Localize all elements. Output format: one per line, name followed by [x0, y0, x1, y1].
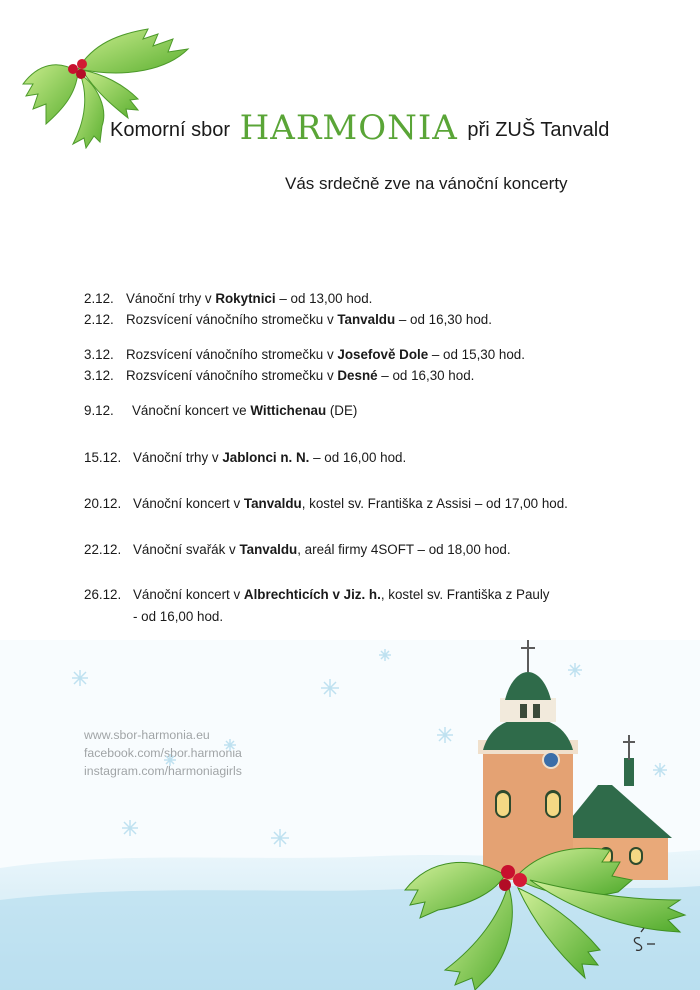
event-place: Josefově Dole: [337, 347, 429, 362]
event-time: – od 16,30 hod.: [377, 368, 475, 383]
schedule-item: [84, 495, 568, 513]
choir-brand-name: HARMONIA: [239, 108, 458, 148]
event-text: Vánoční trhy v: [126, 291, 216, 306]
title-suffix: při ZUŠ Tanvald: [467, 119, 610, 141]
event-text: Vánoční koncert v: [133, 587, 244, 602]
schedule-item: [84, 346, 525, 364]
event-text: Vánoční koncert v: [133, 496, 244, 511]
holly-berry: [77, 59, 87, 69]
schedule-item: [84, 402, 357, 420]
event-date: 26.12.: [84, 587, 122, 602]
schedule-item: [84, 290, 372, 308]
holly-leaf: [78, 29, 188, 73]
event-place: Tanvaldu: [243, 496, 302, 511]
schedule-item: [84, 367, 474, 385]
event-place: Jablonci n. N.: [222, 450, 310, 465]
event-time: – od 16,30 hod.: [395, 312, 492, 327]
event-date: 22.12.: [84, 542, 122, 557]
holly-berry: [76, 69, 86, 79]
event-text: Rozsvícení vánočního stromečku v: [126, 368, 338, 383]
schedule-item: [84, 449, 406, 467]
event-text: Rozsvícení vánočního stromečku v: [126, 312, 338, 327]
holly-berry: [499, 879, 511, 891]
event-place: Wittichenau: [250, 403, 327, 418]
event-date: 15.12.: [84, 450, 122, 465]
event-place: Albrechticích v Jiz. h.: [243, 587, 381, 602]
event-place: Desné: [337, 368, 378, 383]
event-time: (DE): [326, 403, 358, 418]
event-date: 3.12.: [84, 368, 114, 383]
event-place: Tanvaldu: [239, 542, 298, 557]
event-text: Vánoční koncert ve: [132, 403, 251, 418]
invitation-subtitle: Vás srdečně zve na vánoční koncerty: [285, 174, 568, 193]
event-date: 3.12.: [84, 347, 114, 362]
event-time: – od 15,30 hod.: [428, 347, 525, 362]
winter-church-illustration: [0, 600, 700, 990]
holly-leaf: [23, 65, 78, 124]
event-text: Vánoční svařák v: [133, 542, 240, 557]
holly-berry: [513, 873, 527, 887]
event-date: 2.12.: [84, 312, 114, 327]
holly-berry: [501, 865, 515, 879]
event-time: , kostel sv. Františka z Pauly: [380, 587, 550, 602]
schedule-item: [84, 541, 511, 559]
event-date: 2.12.: [84, 291, 114, 306]
event-time: , areál firmy 4SOFT – od 18,00 hod.: [297, 542, 511, 557]
event-time: – od 13,00 hod.: [275, 291, 373, 306]
page-title: [110, 108, 670, 148]
event-time: – od 16,00 hod.: [309, 450, 407, 465]
event-date: 9.12.: [84, 403, 114, 418]
event-time: , kostel sv. Františka z Assisi – od 17,00 hod.: [301, 496, 568, 511]
schedule-item-continuation: - od 16,00 hod.: [133, 609, 224, 624]
title-prefix: Komorní sbor: [110, 119, 231, 141]
event-place: Tanvaldu: [337, 312, 396, 327]
event-text: Vánoční trhy v: [133, 450, 223, 465]
event-date: 20.12.: [84, 496, 122, 511]
event-text: Rozsvícení vánočního stromečku v: [126, 347, 338, 362]
event-place: Rokytnici: [215, 291, 276, 306]
schedule-item: [84, 311, 492, 329]
